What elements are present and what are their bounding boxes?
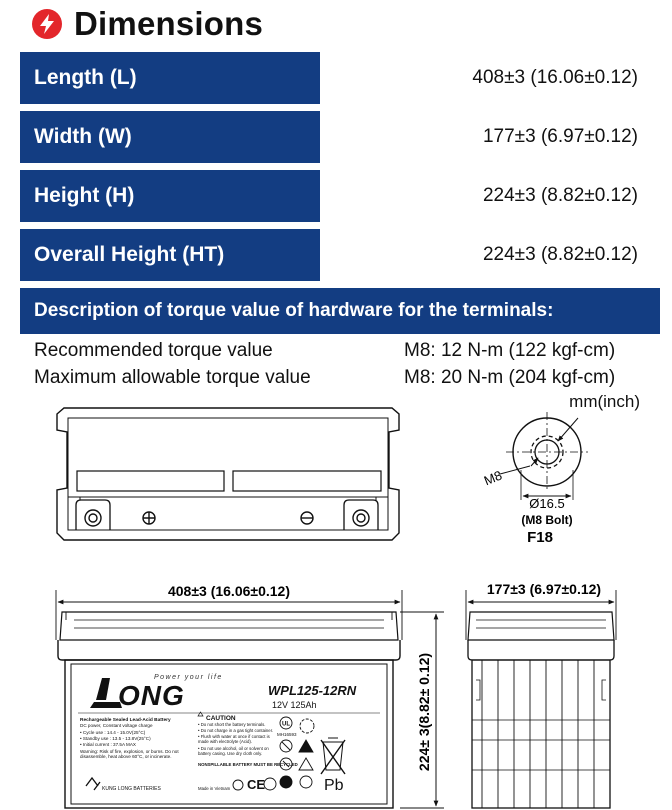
keep-away-children-icon (300, 776, 312, 788)
torque-value: M8: 12 N-m (122 kgf-cm) (404, 340, 616, 361)
caution-line: • Flush with water at once if contact is made with electrolyte (Acid). (198, 734, 270, 744)
label-company: KUNG LONG BATTERIES (102, 786, 161, 792)
dimension-value: 224±3 (8.82±0.12) (482, 185, 638, 206)
label-line: • Cycle use : 14.4 - 15.0V(25°C) (80, 730, 146, 735)
corrosive-icon (299, 740, 313, 752)
dimension-value: 177±3 (6.97±0.12) (482, 126, 638, 147)
front-length-label: 408±3 (16.06±0.12) (167, 583, 291, 599)
battery-side-view (468, 612, 614, 808)
unit-note: mm(inch) (569, 392, 640, 411)
label-origin: Made in Vietnam (198, 786, 231, 791)
height-label: 224± 3(8.82± 0.12) (416, 652, 432, 772)
torque-heading: Description of torque value of hardware for the terminals: (20, 288, 660, 334)
company-logo-icon (86, 778, 100, 790)
caution-triangle-icon (198, 712, 203, 716)
label-rating: 12V 125Ah (272, 700, 317, 710)
terminal-detail (500, 412, 588, 500)
torque-label: Maximum allowable torque value (34, 367, 311, 388)
eye-protection-icon (280, 776, 292, 788)
battery-label (78, 674, 380, 794)
crossed-bin-icon (321, 738, 345, 774)
battery-top-view (57, 408, 399, 540)
dimension-label: Overall Height (HT) (20, 229, 320, 281)
brand-logo (90, 678, 185, 711)
label-model: WPL125-12RN (268, 683, 357, 698)
side-width-label: 177±3 (6.97±0.12) (486, 581, 602, 597)
label-line: • Initial current : 37.5A MAX (80, 742, 136, 747)
caution-line: • Do not use alcohol, oil or solvent on battery casing. Use dry cloth only. (198, 746, 269, 756)
caution-line: • Do not charge in a gas tight container. (198, 728, 274, 733)
label-pb-mark: Pb (324, 777, 344, 794)
bolt-label: (M8 Bolt) (521, 513, 573, 527)
no-symbol-icon (264, 778, 276, 790)
dimension-label: Height (H) (20, 170, 320, 222)
explosive-icon (299, 758, 313, 770)
dimension-label: Length (L) (20, 52, 320, 104)
ce-mark-icon: CE (247, 777, 266, 792)
label-ul-code: MH16593 (277, 732, 297, 737)
thread-label: M8 (481, 467, 505, 489)
dimension-label: Width (W) (20, 111, 320, 163)
terminal-diameter: Ø16.5 (529, 496, 565, 511)
recycle-icon (300, 719, 314, 733)
torque-value: M8: 20 N-m (204 kgf-cm) (404, 367, 616, 388)
svg-text:UL: UL (282, 721, 290, 728)
label-warning: Warning: Risk of fire, explosion, or burns. Do not disassemble, heat above 60°C, or incinerate. (80, 749, 179, 760)
label-line: • Standby use : 13.5 - 13.8V(25°C) (80, 736, 151, 741)
dimension-value: 408±3 (16.06±0.12) (472, 67, 638, 88)
torque-label: Recommended torque value (34, 340, 273, 361)
side-width-dimension (466, 590, 616, 640)
dimension-value: 224±3 (8.82±0.12) (482, 244, 638, 265)
label-tagline: Power your life (154, 674, 223, 681)
label-recycle-note: NONSPILLABLE BATTERY MUST BE RECYCLED (198, 762, 298, 767)
label-line: Rechargeable Sealed Lead-Acid Battery (80, 718, 171, 723)
terminal-code: F18 (527, 529, 553, 546)
svg-text:ONG: ONG (118, 680, 185, 711)
label-line: DC power, Constant voltage charge (80, 723, 153, 728)
page-title: Dimensions (74, 5, 264, 42)
label-caution-title: CAUTION (206, 715, 236, 722)
recycle-arrow-icon (233, 780, 243, 790)
battery-front-view (58, 612, 400, 808)
caution-line: • Do not short the battery terminals. (198, 722, 266, 727)
